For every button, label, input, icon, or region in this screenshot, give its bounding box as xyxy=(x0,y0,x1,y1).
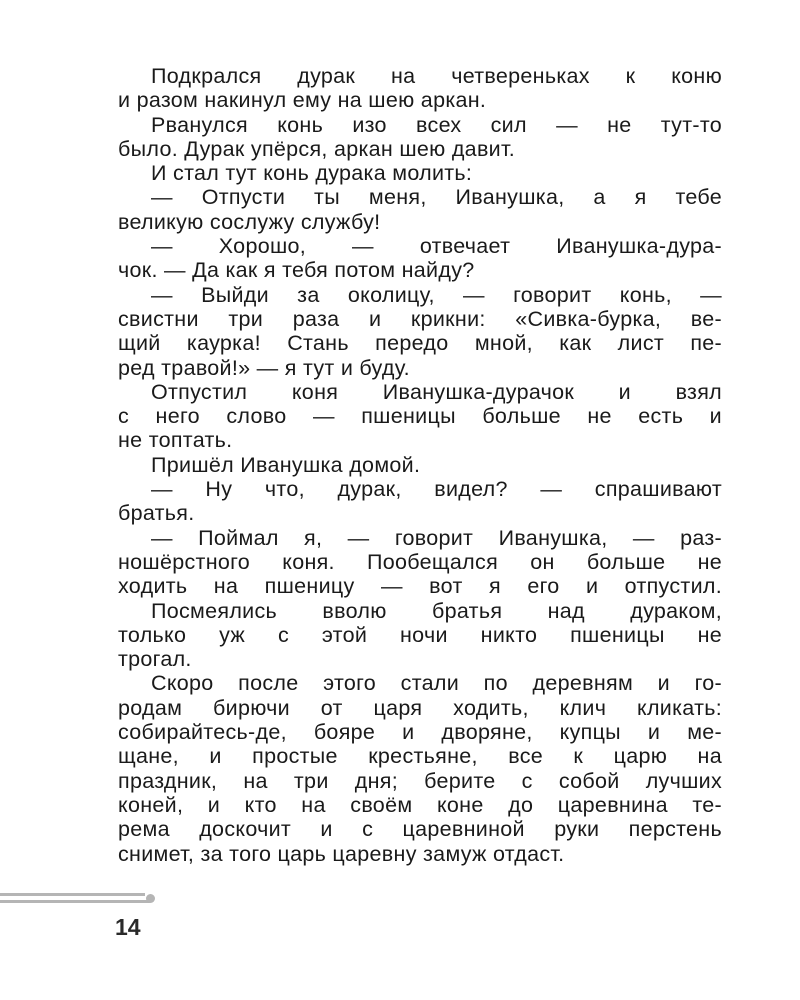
text-line: рема доскочит и с царевниной руки перстень xyxy=(118,817,722,842)
text-line: щане, и простые крестьяне, все к царю на xyxy=(118,744,722,769)
footer-divider-line xyxy=(0,893,145,896)
text-line: ред травой!» — я тут и буду. xyxy=(118,355,410,380)
text-line: коней, и кто на своём коне до царевнина те- xyxy=(118,792,722,817)
page-number: 14 xyxy=(115,914,141,940)
story-text xyxy=(118,64,722,866)
text-line: И стал тут конь дурака молить: xyxy=(151,161,473,186)
text-line: — Ну что, дурак, видел? — спрашивают xyxy=(151,477,722,502)
text-line: братья. xyxy=(118,501,195,526)
text-line: Рванулся конь изо всех сил — не тут-то xyxy=(151,112,722,137)
text-line: — Поймал я, — говорит Иванушка, — раз- xyxy=(151,525,722,550)
text-line: Подкрался дурак на четвереньках к коню xyxy=(151,64,722,88)
text-line: Скоро после этого стали по деревням и го- xyxy=(151,671,722,696)
text-line: — Выйди за околицу, — говорит конь, — xyxy=(151,282,722,307)
text-line: трогал. xyxy=(118,647,192,672)
text-line: ношёрстного коня. Пообещался он больше не xyxy=(118,549,722,574)
text-line: было. Дурак упёрся, аркан шею давит. xyxy=(118,136,516,161)
text-line: родам бирючи от царя ходить, клич кликать: xyxy=(118,695,722,720)
text-line: Посмеялись вволю братья над дураком, xyxy=(151,598,722,623)
text-line: с него слово — пшеницы больше не есть и xyxy=(118,404,722,429)
text-line: праздник, на три дня; берите с собой лучших xyxy=(118,768,722,793)
text-line: — Отпусти ты меня, Иванушка, а я тебе xyxy=(151,185,722,210)
text-line: и разом накинул ему на шею аркан. xyxy=(118,88,487,113)
footer-dot-ornament xyxy=(146,894,155,903)
text-line: — Хорошо, — отвечает Иванушка-дура- xyxy=(151,234,722,259)
text-line: только уж с этой ночи никто пшеницы не xyxy=(118,622,722,647)
text-line: щий каурка! Стань передо мной, как лист пе- xyxy=(118,331,722,356)
text-line: чок. — Да как я тебя потом найду? xyxy=(118,258,475,283)
text-line: Отпустил коня Иванушка-дурачок и взял xyxy=(151,379,722,404)
text-line: Пришёл Иванушка домой. xyxy=(151,452,421,477)
footer-divider-line xyxy=(0,900,150,903)
text-line: не топтать. xyxy=(118,428,233,453)
text-line: великую сослужу службу! xyxy=(118,209,381,234)
text-line: собирайтесь-де, бояре и дворяне, купцы и ме- xyxy=(118,720,722,745)
text-line: снимет, за того царь царевну замуж отдаст. xyxy=(118,841,565,866)
text-line: свистни три раза и крикни: «Сивка-бурка, ве- xyxy=(118,306,722,331)
text-line: ходить на пшеницу — вот я его и отпустил. xyxy=(118,574,722,599)
